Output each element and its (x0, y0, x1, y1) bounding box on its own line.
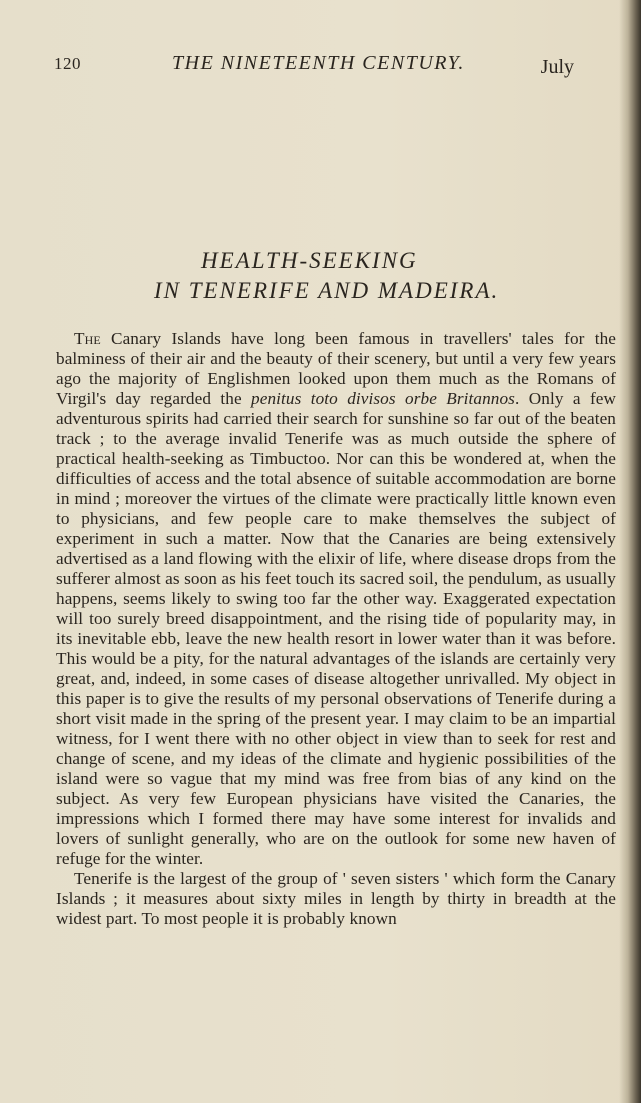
running-head (54, 52, 574, 82)
issue-month: July (540, 56, 574, 78)
article-body (56, 329, 616, 929)
paragraph-lead-word: The (74, 329, 101, 348)
page-binding-shadow (619, 0, 641, 1103)
paragraph-1 (56, 329, 616, 869)
paragraph-2: Tenerife is the largest of the group of ' seven sisters ' which form the Canary Islands ; it measures about sixty miles in length by thirty in breadth at the widest part. To most people it is probably known (56, 869, 616, 928)
article-title-line-2: IN TENERIFE AND MADEIRA. (154, 278, 500, 303)
paragraph-1-text-continued: . Only a few adventurous spirits had carried their search for sunshine so far out of the beaten track ; to the average invalid Tenerife was as much outside the sphere of practical health-seeking as Timbuctoo. Nor can this be wondered at, when the difficulties of access and the total absence of suitable accommodation are borne in mind ; moreover the virtues of the climate were practically little known even to physicians, and few people care to make themselves the subject of experiment in such a matter. Now that the Canaries are being extensively advertised as a land flowing with the elixir of life, where disease drops from the sufferer almost as soon as his feet touch its sacred soil, the pendulum, as usually happens, seems likely to swing too far the other way. Exaggerated expectation will too surely breed disappointment, and the rising tide of popularity may, in its inevitable ebb, leave the new health resort in lower water than it was before. This would be a pity, for the natural advantages of the islands are certainly very great, and, indeed, in some cases of disease altogether unrivalled. My object in this paper is to give the results of my personal observations of Tenerife during a short visit made in the spring of the present year. I may claim to be an impartial witness, for I went there with no other object in view than to seek for rest and change of scene, and my ideas of the climate and hygienic possibilities of the island were so vague that my mind was free from bias of any kind on the subject. As very few European physicians have visited the Canaries, the impressions which I formed there may have some interest for invalids and lovers of sunlight generally, who are on the outlook for some new haven of refuge for the winter. (56, 389, 617, 868)
article-title-line-1: HEALTH-SEEKING (201, 248, 418, 273)
journal-title: THE NINETEENTH CENTURY. (172, 52, 465, 74)
page-number: 120 (54, 54, 81, 73)
paragraph-1-text: Canary Islands have long been famous in travellers' tales for the balminess of their air and the beauty of their scenery, but until a very few years ago the majority of Englishmen looked upon them much as the Romans of Virgil's day regarded the (56, 329, 616, 408)
latin-quotation: penitus toto divisos orbe Britannos (251, 389, 515, 408)
